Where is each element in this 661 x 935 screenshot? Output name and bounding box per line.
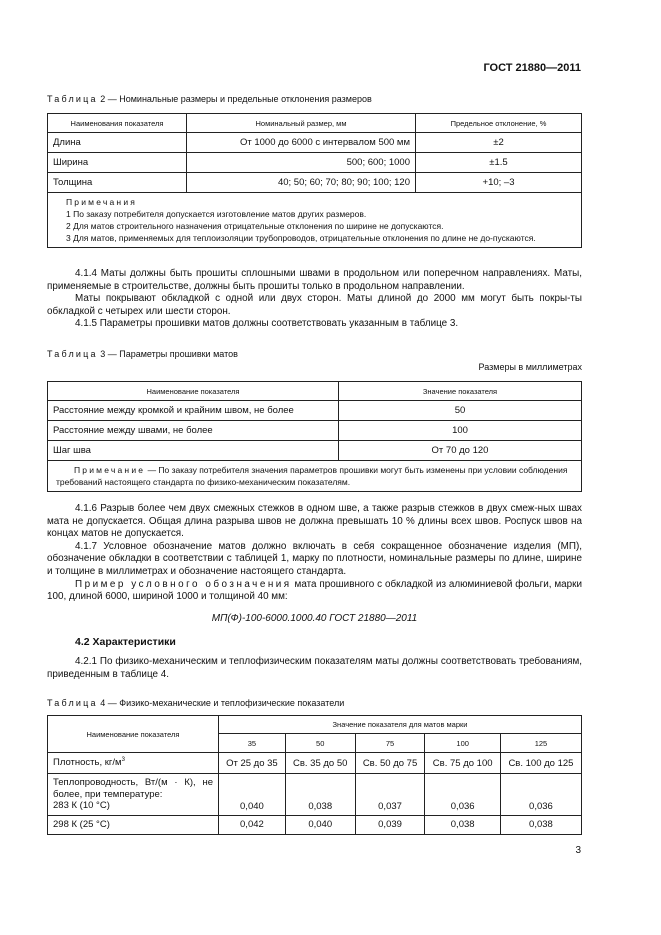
table2-cell: Длина xyxy=(48,133,187,153)
table4-cell: 0,040 xyxy=(285,815,355,834)
table-row xyxy=(48,441,582,461)
example-label: Пример условного обозначения xyxy=(75,578,292,590)
table3-cell: Расстояние между кромкой и крайним швом, не более xyxy=(48,401,339,421)
table3 xyxy=(47,381,582,492)
table2-cell: ±2 xyxy=(416,133,582,153)
standard-header: ГОСТ 21880—2011 xyxy=(483,62,581,74)
paragraph: 4.1.7 Условное обозначение матов должно включать в себя сокращенное обозначение изделия (МП), обозначение обкладки в соответствии с таблицей 1, марку по плотности, номинальные размеры по длине, ширине и толщине в миллиметрах и обозначение настоящего стандарта. xyxy=(47,540,582,577)
table3-note xyxy=(48,461,582,492)
table2-cell: +10; –3 xyxy=(416,173,582,193)
table-row xyxy=(48,133,582,153)
table3-cell: Шаг шва xyxy=(48,441,339,461)
table2-cell: 40; 50; 60; 70; 80; 90; 100; 120 xyxy=(187,173,416,193)
paragraph: 4.1.5 Параметры прошивки матов должны соответствовать указанным в таблице 3. xyxy=(75,318,459,330)
density-unit-sup: 3 xyxy=(121,757,125,764)
temp2-label: 298 К (25 °С) xyxy=(48,815,219,834)
table3-note-label: Примечание xyxy=(74,465,146,475)
table2-header-size: Номинальный размер, мм xyxy=(187,114,416,133)
table4-header-mark: 35 xyxy=(219,734,286,753)
table3-header-name: Наименование показателя xyxy=(48,382,339,401)
table3-cell: От 70 до 120 xyxy=(339,441,582,461)
table2-note: 2 Для матов строительного назначения отрицательные отклонения по ширине не допускаются. xyxy=(66,221,444,231)
table4-header-mark: 100 xyxy=(425,734,500,753)
table2-caption xyxy=(47,94,372,104)
table4-cell: 0,038 xyxy=(425,815,500,834)
table3-title: 3 — Параметры прошивки матов xyxy=(100,349,238,359)
table2-cell: ±1.5 xyxy=(416,153,582,173)
table3-cell: 50 xyxy=(339,401,582,421)
table4 xyxy=(47,715,582,835)
table4-header-mark: 125 xyxy=(500,734,581,753)
paragraph: 4.2.1 По физико-механическим и теплофизическим показателям маты должны соответствовать требованиям, приведенным в таблице 4. xyxy=(47,656,582,680)
table-row xyxy=(48,173,582,193)
table3-cell: Расстояние между швами, не более xyxy=(48,421,339,441)
paragraph: 4.1.4 Маты должны быть прошиты сплошными швами в продольном или поперечном направлениях. Маты, применяемые в строительстве, должны быть прошиты только в продольном направлении. xyxy=(47,268,582,292)
table4-cell: 0,038 xyxy=(500,815,581,834)
page-number: 3 xyxy=(575,845,581,856)
paragraph: 4.1.6 Разрыв более чем двух смежных стежков в одном шве, а также разрыв стежков в двух смеж-ных швах мата не допускается. Общая длина разрыва швов не должна превышать 10 % длины всех швов. Роспуск швов на концах матов не допускается. xyxy=(47,503,582,540)
table-row xyxy=(48,401,582,421)
table4-cell: От 25 до 35 xyxy=(219,753,286,774)
table4-cell: Св. 75 до 100 xyxy=(425,753,500,774)
table4-cell: 0,036 xyxy=(425,774,500,816)
table3-units: Размеры в миллиметрах xyxy=(478,362,582,372)
table4-density-label xyxy=(48,753,219,774)
text-block-3 xyxy=(47,656,582,681)
table3-cell: 100 xyxy=(339,421,582,441)
section-heading: 4.2 Характеристики xyxy=(75,636,176,648)
table4-cell: Св. 100 до 125 xyxy=(500,753,581,774)
table4-header-name: Наименование показателя xyxy=(48,716,219,753)
table4-header-mark: 50 xyxy=(285,734,355,753)
table4-cell: 0,042 xyxy=(219,815,286,834)
table4-conductivity xyxy=(48,774,219,816)
table2-header-deviation: Предельное отклонение, % xyxy=(416,114,582,133)
table2-cell: 500; 600; 1000 xyxy=(187,153,416,173)
table4-caption xyxy=(47,698,344,708)
table-row xyxy=(48,774,582,816)
table4-cell: 0,039 xyxy=(355,815,425,834)
table-row xyxy=(48,421,582,441)
table-row xyxy=(48,753,582,774)
density-label-text: Плотность, кг/м xyxy=(53,757,122,769)
table4-cell: 0,040 xyxy=(219,774,286,816)
table4-cell: Св. 35 до 50 xyxy=(285,753,355,774)
table2-cell: Толщина xyxy=(48,173,187,193)
example-paragraph xyxy=(47,579,582,604)
table4-cell: 0,037 xyxy=(355,774,425,816)
table3-header-value: Значение показателя xyxy=(339,382,582,401)
table2-notes-label: Примечания xyxy=(66,197,138,207)
table2-note: 3 Для матов, применяемых для теплоизоляции трубопроводов, отрицательные отклонения по длине не до-пускаются. xyxy=(66,233,536,243)
table2-title: 2 — Номинальные размеры и предельные отклонения размеров xyxy=(100,94,372,104)
table2-header-name: Наименования показателя xyxy=(48,114,187,133)
designation-formula: МП(Ф)-100-6000.1000.40 ГОСТ 21880—2011 xyxy=(211,613,418,624)
table2-cell: Ширина xyxy=(48,153,187,173)
table2-cell: От 1000 до 6000 с интервалом 500 мм xyxy=(187,133,416,153)
example-text: мата прошивного с обкладкой из алюминиевой фольги, марки 100, длиной 6000, шириной 1000 и толщиной 40 мм: xyxy=(47,578,582,603)
table2-notes xyxy=(48,193,582,248)
temp1-label: 283 К (10 °С) xyxy=(53,800,110,811)
table3-note-text: — По заказу потребителя значения параметров прошивки могут быть изменены при условии соблюдения требований настоящего стандарта по физико-механическим показателям. xyxy=(56,465,568,487)
table4-cell: 0,038 xyxy=(285,774,355,816)
paragraph: Маты покрывают обкладкой с одной или двух сторон. Маты длиной до 2000 мм могут быть покры-ты обкладкой с четырех или шести сторон. xyxy=(47,293,582,317)
table4-cell: Св. 50 до 75 xyxy=(355,753,425,774)
table-row xyxy=(48,815,582,834)
table4-header-mark: 75 xyxy=(355,734,425,753)
table2-label: Таблица xyxy=(47,94,98,104)
table-row xyxy=(48,153,582,173)
text-block-1 xyxy=(47,268,582,331)
table4-label: Таблица xyxy=(47,698,98,708)
table3-caption xyxy=(47,349,238,359)
table3-label: Таблица xyxy=(47,349,98,359)
table2 xyxy=(47,113,582,248)
table4-header-group: Значение показателя для матов марки xyxy=(219,716,582,734)
table4-title: 4 — Физико-механические и теплофизические показатели xyxy=(100,698,345,708)
table4-cell: 0,036 xyxy=(500,774,581,816)
conductivity-label: Теплопроводность, Вт/(м · К), не более, при температуре: xyxy=(53,777,213,800)
text-block-2 xyxy=(47,503,582,604)
table2-note: 1 По заказу потребителя допускается изготовление матов других размеров. xyxy=(66,209,367,219)
